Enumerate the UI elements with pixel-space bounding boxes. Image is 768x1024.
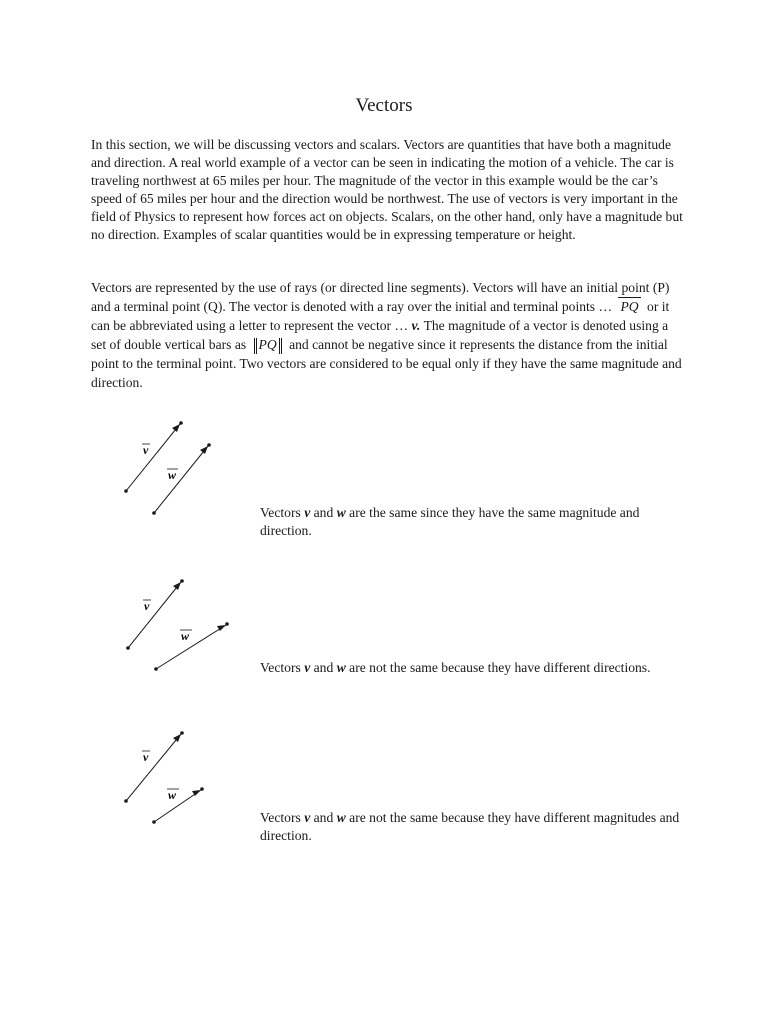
vector-w-label: w: [181, 629, 190, 643]
vector-v-symbol: v: [304, 810, 311, 825]
vector-w-symbol: w: [336, 505, 346, 520]
initial-point: [126, 646, 130, 650]
caption-text: and: [313, 660, 334, 675]
initial-point: [152, 511, 156, 515]
paragraph-text: The magnitude of a vector is denoted using a set of double vertical bars as: [91, 318, 669, 352]
vector-w: [154, 446, 208, 513]
example-caption: [260, 659, 680, 677]
vector-w-symbol: w: [336, 660, 346, 675]
vector-v: [128, 582, 181, 648]
caption-text: and: [313, 505, 334, 520]
arrowhead-icon: [200, 446, 208, 454]
arrowhead-icon: [172, 424, 180, 432]
double-bar-right: [279, 338, 282, 354]
intro-paragraph: In this section, we will be discussing vectors and scalars. Vectors are quantities that have both a magnitude and direction. A real world example of a vector can be seen in indicating the motion of a vehicle. The car is traveling northwest at 65 miles per hour. The magnitude of the vector in this example would be the car’s speed of 65 miles per hour and the direction would be northwest. The use of vectors is very important in the field of Physics to represent how forces act on objects. Scalars, on the other hand, only have a magnitude but no direction. Examples of scalar quantities would be in expressing temperature or height.: [91, 137, 683, 242]
example-caption: [260, 504, 680, 540]
vector-w-label: w: [168, 788, 177, 802]
vector-pq-notation: PQ: [620, 299, 639, 314]
caption-text: are not the same because they have different directions.: [349, 660, 651, 675]
terminal-point: [207, 443, 211, 447]
terminal-point: [200, 787, 204, 791]
caption-text: are the same since they have the same magnitude and direction.: [260, 505, 640, 538]
paragraph-text: and cannot be negative since it represents the distance from the initial point to the terminal point. Two vectors are considered to be equal only if they have the same magnitude and direction.: [91, 337, 682, 390]
paragraph-text: or it can be abbreviated using a letter to represent the vector …: [91, 299, 670, 333]
terminal-point: [180, 731, 184, 735]
vector-diagram-different-magnitude: [110, 725, 250, 835]
caption-text: Vectors: [260, 810, 301, 825]
terminal-point: [180, 579, 184, 583]
example-caption: [260, 809, 680, 845]
magnitude-pq: PQ: [258, 337, 277, 352]
magnitude-notation: [253, 338, 283, 354]
arrowhead-icon: [173, 582, 181, 590]
vector-v-label: v: [143, 750, 149, 764]
vector-diagram-different-direction: [110, 570, 250, 680]
vector-v-label: v: [144, 599, 150, 613]
vector-w: [154, 790, 201, 822]
representation-paragraph: [91, 278, 683, 392]
initial-point: [124, 799, 128, 803]
terminal-point: [179, 421, 183, 425]
initial-point: [152, 820, 156, 824]
vector-v-label: v: [143, 443, 149, 457]
terminal-point: [225, 622, 229, 626]
initial-point: [154, 667, 158, 671]
vector-v-symbol: v.: [411, 318, 421, 333]
vector-w: [156, 625, 226, 669]
vector-diagram-equal: [110, 415, 250, 525]
vector-w-label: w: [168, 468, 177, 482]
vector-w-symbol: w: [336, 810, 346, 825]
arrowhead-icon: [173, 734, 181, 742]
caption-text: are not the same because they have different magnitudes and direction.: [260, 810, 680, 843]
caption-text: Vectors: [260, 660, 301, 675]
vector-v-symbol: v: [304, 505, 311, 520]
paragraph-text: Vectors are represented by the use of rays (or directed line segments). Vectors will have an initial point (P) and a terminal point (Q). The vector is denoted with a ray over the initial and terminal points …: [91, 280, 670, 314]
caption-text: and: [313, 810, 334, 825]
initial-point: [124, 489, 128, 493]
caption-text: Vectors: [260, 505, 301, 520]
page-title: Vectors: [355, 95, 413, 116]
vector-v-symbol: v: [304, 660, 311, 675]
